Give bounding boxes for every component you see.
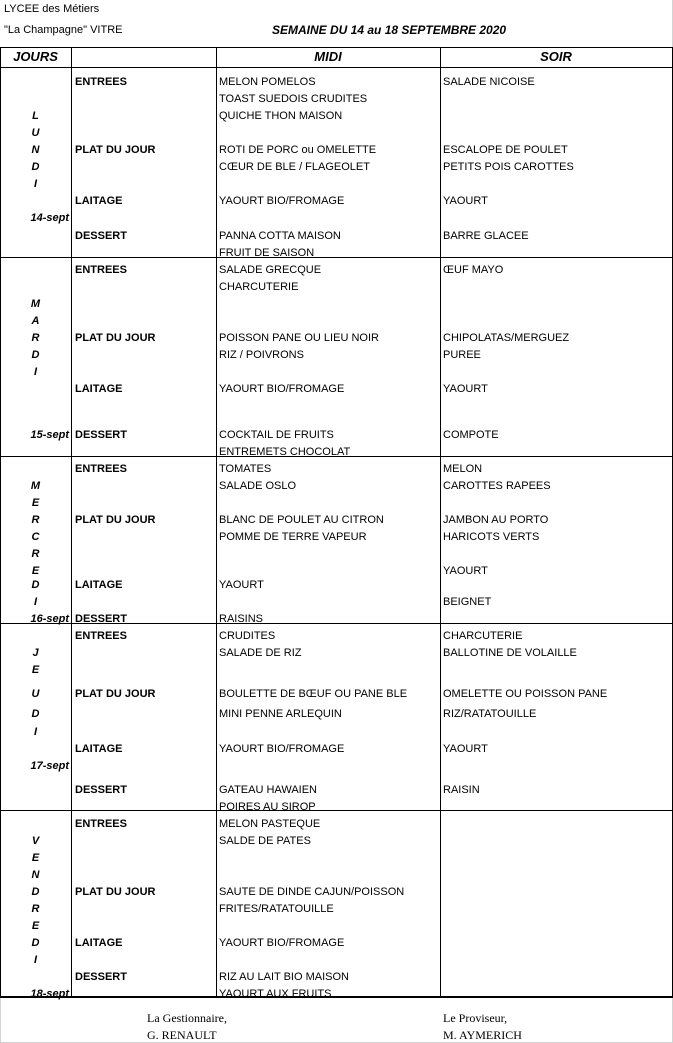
day-letter: D: [31, 937, 40, 949]
day-letter: R: [31, 548, 40, 560]
soir-dish: SALADE NICOISE: [443, 76, 535, 88]
midi-dish: YAOURT BIO/FROMAGE: [219, 937, 345, 949]
soir-dish: YAOURT: [443, 383, 488, 395]
midi-dish: BOULETTE DE BŒUF OU PANE BLE: [219, 688, 408, 700]
midi-dish: SALADE GRECQUE: [219, 264, 322, 276]
grid-line: [0, 67, 673, 68]
midi-dish: FRITES/RATATOUILLE: [219, 903, 334, 915]
day-date: 18-sept: [30, 988, 69, 1000]
menu-category: DESSERT: [75, 784, 127, 796]
midi-dish: YAOURT BIO/FROMAGE: [219, 195, 345, 207]
day-letter: E: [31, 565, 40, 577]
column-header-jours: JOURS: [13, 49, 58, 64]
menu-category: PLAT DU JOUR: [75, 514, 156, 526]
proviseur-name: M. AYMERICH: [443, 1028, 522, 1042]
day-letter: U: [31, 127, 40, 139]
soir-dish: JAMBON AU PORTO: [443, 514, 549, 526]
menu-category: PLAT DU JOUR: [75, 688, 156, 700]
soir-dish: PETITS POIS CAROTTES: [443, 161, 574, 173]
day-letter: I: [33, 596, 38, 608]
midi-dish: MELON POMELOS: [219, 76, 316, 88]
day-letter: E: [31, 920, 40, 932]
soir-dish: HARICOTS VERTS: [443, 531, 540, 543]
midi-dish: TOAST SUEDOIS CRUDITES: [219, 93, 368, 105]
soir-dish: CAROTTES RAPEES: [443, 480, 551, 492]
day-letter: E: [31, 664, 40, 676]
day-date: 16-sept: [30, 613, 69, 625]
week-title: SEMAINE DU 14 au 18 SEPTEMBRE 2020: [272, 23, 507, 37]
day-letter: U: [31, 688, 40, 700]
column-header-soir: SOIR: [540, 49, 572, 64]
soir-dish: MELON: [443, 463, 483, 475]
midi-dish: POIRES AU SIROP: [219, 801, 316, 813]
day-letter: I: [33, 726, 38, 738]
midi-dish: POISSON PANE OU LIEU NOIR: [219, 332, 379, 344]
menu-category: LAITAGE: [75, 743, 123, 755]
midi-dish: CŒUR DE BLE / FLAGEOLET: [219, 161, 370, 173]
grid-line: [0, 996, 673, 998]
midi-dish: YAOURT BIO/FROMAGE: [219, 383, 345, 395]
midi-dish: MELON PASTEQUE: [219, 818, 321, 830]
day-letter: C: [31, 531, 40, 543]
menu-category: DESSERT: [75, 613, 127, 625]
school-subtitle: "La Champagne" VITRE: [4, 24, 123, 36]
menu-category: PLAT DU JOUR: [75, 886, 156, 898]
midi-dish: SALDE DE PATES: [219, 835, 311, 847]
menu-category: LAITAGE: [75, 579, 123, 591]
day-letter: D: [31, 886, 40, 898]
soir-dish: BARRE GLACEE: [443, 230, 529, 242]
proviseur-role: Le Proviseur,: [443, 1011, 508, 1025]
menu-category: ENTREES: [75, 818, 127, 830]
day-letter: J: [32, 647, 39, 659]
grid-line: [216, 47, 217, 997]
day-date: 15-sept: [30, 429, 69, 441]
midi-dish: ENTREMETS CHOCOLAT: [219, 446, 351, 458]
midi-dish: CHARCUTERIE: [219, 281, 299, 293]
day-letter: D: [31, 708, 40, 720]
grid-line: [0, 997, 1, 1043]
day-letter: N: [31, 144, 40, 156]
day-date: 14-sept: [30, 212, 69, 224]
midi-dish: FRUIT DE SAISON: [219, 247, 315, 259]
menu-category: LAITAGE: [75, 195, 123, 207]
column-header-midi: MIDI: [314, 49, 342, 64]
midi-dish: PANNA COTTA MAISON: [219, 230, 341, 242]
menu-category: ENTREES: [75, 76, 127, 88]
midi-dish: SALADE OSLO: [219, 480, 297, 492]
midi-dish: QUICHE THON MAISON: [219, 110, 343, 122]
soir-dish: OMELETTE OU POISSON PANE: [443, 688, 608, 700]
midi-dish: YAOURT AUX FRUITS: [219, 988, 332, 1000]
menu-category: PLAT DU JOUR: [75, 144, 156, 156]
menu-category: ENTREES: [75, 630, 127, 642]
midi-dish: MINI PENNE ARLEQUIN: [219, 708, 342, 720]
gestionnaire-name: G. RENAULT: [147, 1028, 217, 1042]
menu-category: DESSERT: [75, 230, 127, 242]
gestionnaire-role: La Gestionnaire,: [147, 1011, 227, 1025]
day-letter: D: [31, 579, 40, 591]
midi-dish: RIZ / POIVRONS: [219, 349, 304, 361]
soir-dish: BEIGNET: [443, 596, 492, 608]
menu-category: ENTREES: [75, 463, 127, 475]
day-letter: L: [32, 110, 39, 122]
day-letter: D: [31, 349, 40, 361]
soir-dish: YAOURT: [443, 195, 488, 207]
soir-dish: ŒUF MAYO: [443, 264, 504, 276]
day-letter: N: [31, 869, 40, 881]
grid-line: [71, 47, 72, 997]
day-letter: M: [30, 480, 41, 492]
day-letter: D: [31, 161, 40, 173]
soir-dish: PUREE: [443, 349, 481, 361]
midi-dish: GATEAU HAWAIEN: [219, 784, 317, 796]
day-letter: I: [33, 954, 38, 966]
menu-category: LAITAGE: [75, 383, 123, 395]
day-letter: I: [33, 366, 38, 378]
midi-dish: POMME DE TERRE VAPEUR: [219, 531, 367, 543]
midi-dish: ROTI DE PORC ou OMELETTE: [219, 144, 377, 156]
grid-line: [440, 47, 441, 997]
grid-line: [0, 257, 673, 258]
soir-dish: CHIPOLATAS/MERGUEZ: [443, 332, 570, 344]
day-letter: I: [33, 178, 38, 190]
day-date: 17-sept: [30, 760, 69, 772]
menu-category: PLAT DU JOUR: [75, 332, 156, 344]
soir-dish: COMPOTE: [443, 429, 499, 441]
midi-dish: CRUDITES: [219, 630, 276, 642]
grid-line: [0, 47, 673, 48]
day-letter: M: [30, 298, 41, 310]
midi-dish: YAOURT BIO/FROMAGE: [219, 743, 345, 755]
day-letter: V: [31, 835, 40, 847]
day-letter: R: [31, 903, 40, 915]
midi-dish: TOMATES: [219, 463, 272, 475]
soir-dish: RAISIN: [443, 784, 480, 796]
midi-dish: RAISINS: [219, 613, 264, 625]
midi-dish: SAUTE DE DINDE CAJUN/POISSON: [219, 886, 405, 898]
school-name: LYCEE des Métiers: [4, 3, 100, 15]
menu-category: ENTREES: [75, 264, 127, 276]
day-letter: E: [31, 497, 40, 509]
soir-dish: RIZ/RATATOUILLE: [443, 708, 537, 720]
day-letter: R: [31, 332, 40, 344]
menu-category: DESSERT: [75, 429, 127, 441]
day-letter: A: [31, 315, 40, 327]
soir-dish: CHARCUTERIE: [443, 630, 523, 642]
midi-dish: SALADE DE RIZ: [219, 647, 302, 659]
soir-dish: ESCALOPE DE POULET: [443, 144, 568, 156]
midi-dish: BLANC DE POULET AU CITRON: [219, 514, 384, 526]
grid-line: [0, 810, 673, 811]
soir-dish: YAOURT: [443, 565, 488, 577]
menu-category: DESSERT: [75, 971, 127, 983]
midi-dish: RIZ AU LAIT BIO MAISON: [219, 971, 349, 983]
day-letter: R: [31, 514, 40, 526]
midi-dish: COCKTAIL DE FRUITS: [219, 429, 334, 441]
soir-dish: YAOURT: [443, 743, 488, 755]
menu-category: LAITAGE: [75, 937, 123, 949]
midi-dish: YAOURT: [219, 579, 264, 591]
day-letter: E: [31, 852, 40, 864]
soir-dish: BALLOTINE DE VOLAILLE: [443, 647, 577, 659]
